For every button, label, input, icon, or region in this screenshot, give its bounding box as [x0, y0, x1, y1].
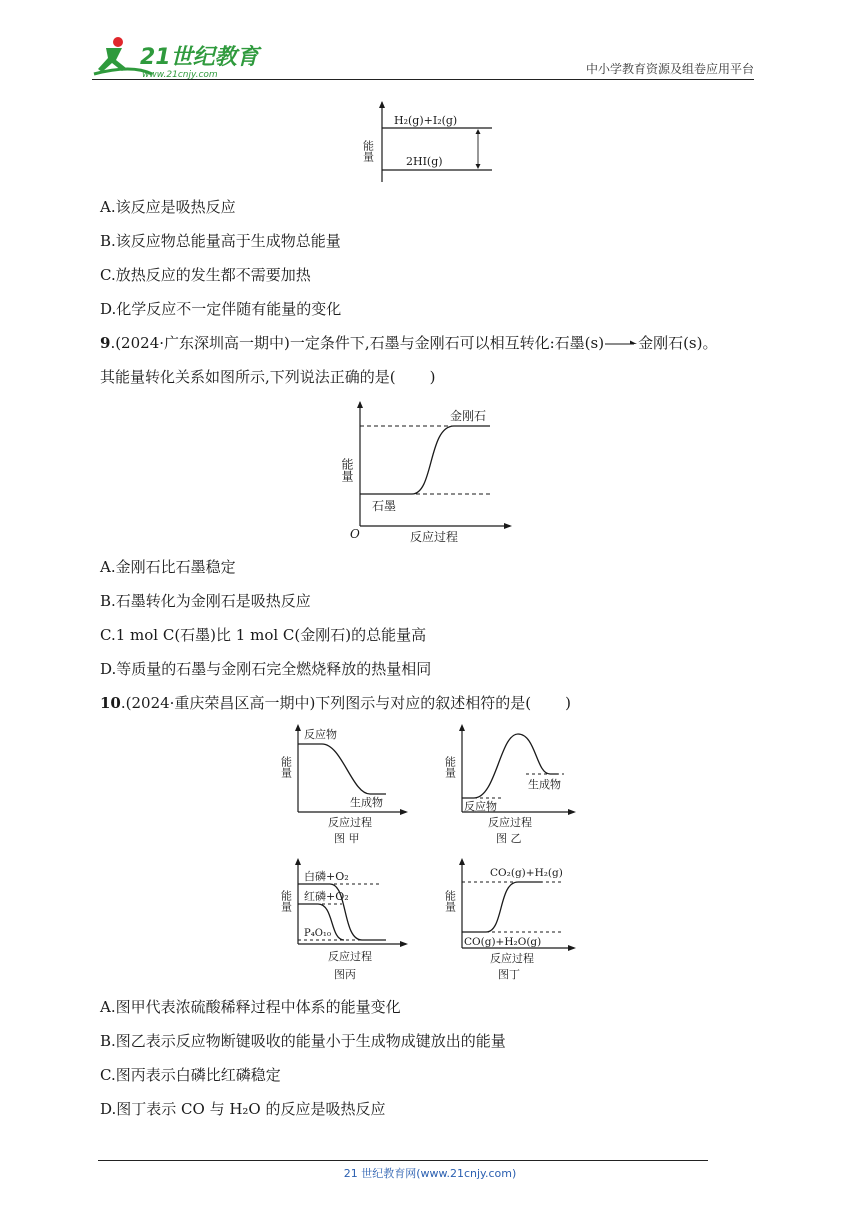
fig10-yi-left: 反应物 — [464, 800, 497, 813]
fig10-bing-l2: 红磷+O₂ — [304, 890, 349, 903]
q9-option-c[interactable]: C.1 mol C(石墨)比 1 mol C(金刚石)的总能量高 — [100, 626, 427, 644]
q8-option-b[interactable]: B.该反应物总能量高于生成物总能量 — [100, 232, 341, 250]
fig10-yi-caption: 图 乙 — [496, 832, 522, 845]
q10-option-b[interactable]: B.图乙表示反应物断键吸收的能量小于生成物成键放出的能量 — [100, 1032, 506, 1050]
fig10-yi-right: 生成物 — [528, 778, 561, 791]
fig10-bing — [279, 856, 412, 988]
fig10-ding-caption: 图丁 — [498, 968, 520, 981]
reaction-arrow-icon — [604, 339, 638, 349]
q8-option-a[interactable]: A.该反应是吸热反应 — [100, 198, 236, 216]
site-logo — [92, 34, 262, 80]
fig10-yi-xlabel: 反应过程 — [488, 816, 532, 829]
fig8-energy-diagram — [360, 98, 500, 184]
footer-rule — [98, 1160, 708, 1161]
q10-number: 10 — [100, 694, 121, 712]
fig9-high-label: 金刚石 — [450, 409, 487, 423]
fig10-bing-l1: 白磷+O₂ — [304, 870, 349, 883]
fig10-jia-ylabel: 能量 — [279, 756, 293, 778]
q9-number: 9 — [100, 334, 111, 352]
fig10-bing-xlabel: 反应过程 — [328, 950, 372, 963]
fig10-jia-bottom: 生成物 — [350, 796, 383, 809]
q10-text: .(2024·重庆荣昌区高一期中)下列图示与对应的叙述相符的是( — [120, 694, 532, 712]
footer-link[interactable]: 21 世纪教育网(www.21cnjy.com) — [343, 1167, 517, 1180]
q10-option-d[interactable]: D.图丁表示 CO 与 H₂O 的反应是吸热反应 — [100, 1100, 386, 1118]
fig10-bing-caption: 图丙 — [334, 968, 356, 981]
q9-paren-end: ) — [429, 368, 436, 386]
fig8-lower-label: 2HI(g) — [406, 155, 443, 168]
header-rule — [92, 79, 754, 80]
q9-text-a: .(2024·广东深圳高一期中)一定条件下,石墨与金刚石可以相互转化:石墨(s) — [110, 334, 605, 352]
fig10-jia — [279, 722, 412, 850]
fig8-upper-label: H₂(g)+I₂(g) — [394, 114, 458, 127]
fig10-ding-bottom: CO(g)+H₂O(g) — [464, 936, 542, 948]
q9-text-b: 金刚石(s)。 — [638, 334, 718, 352]
fig10-ding — [443, 856, 582, 988]
fig10-jia-xlabel: 反应过程 — [328, 816, 372, 829]
q8-option-d[interactable]: D.化学反应不一定伴随有能量的变化 — [100, 300, 342, 318]
fig9-energy-diagram — [342, 398, 518, 544]
q9-option-a[interactable]: A.金刚石比石墨稳定 — [100, 558, 236, 576]
q9-stem-line2 — [100, 366, 435, 387]
fig10-ding-xlabel: 反应过程 — [490, 952, 534, 965]
logo-url: www.21cnjy.com — [142, 70, 218, 80]
fig10-yi-ylabel: 能量 — [443, 756, 457, 778]
fig10-bing-l3: P₄O₁₀ — [304, 928, 331, 939]
fig8-ylabel: 能量 — [361, 140, 375, 162]
fig10-jia-top: 反应物 — [304, 728, 337, 741]
fig9-origin: O — [350, 527, 360, 541]
fig9-low-label: 石墨 — [372, 499, 397, 513]
fig9-xlabel: 反应过程 — [410, 530, 459, 544]
q9-option-d[interactable]: D.等质量的石墨与金刚石完全燃烧释放的热量相同 — [100, 660, 432, 678]
fig10-ding-ylabel: 能量 — [443, 890, 457, 912]
fig10-ding-top: CO₂(g)+H₂(g) — [490, 867, 563, 879]
fig10-bing-ylabel: 能量 — [279, 890, 293, 912]
q10-paren-end: ) — [565, 694, 572, 712]
q9-text-c: 其能量转化关系如图所示,下列说法正确的是( — [100, 368, 396, 386]
q9-option-b[interactable]: B.石墨转化为金刚石是吸热反应 — [100, 592, 311, 610]
q9-stem-line1 — [100, 332, 717, 353]
q8-option-c[interactable]: C.放热反应的发生都不需要加热 — [100, 266, 311, 284]
logo-text: 21世纪教育 — [140, 45, 259, 70]
q10-stem — [100, 692, 571, 713]
fig10-jia-caption: 图 甲 — [334, 832, 360, 845]
fig10-yi — [443, 722, 582, 850]
q10-option-a[interactable]: A.图甲代表浓硫酸稀释过程中体系的能量变化 — [100, 998, 401, 1016]
header-platform-name: 中小学教育资源及组卷应用平台 — [585, 62, 754, 76]
q10-option-c[interactable]: C.图丙表示白磷比红磷稳定 — [100, 1066, 281, 1084]
fig9-ylabel: 能量 — [340, 458, 354, 482]
